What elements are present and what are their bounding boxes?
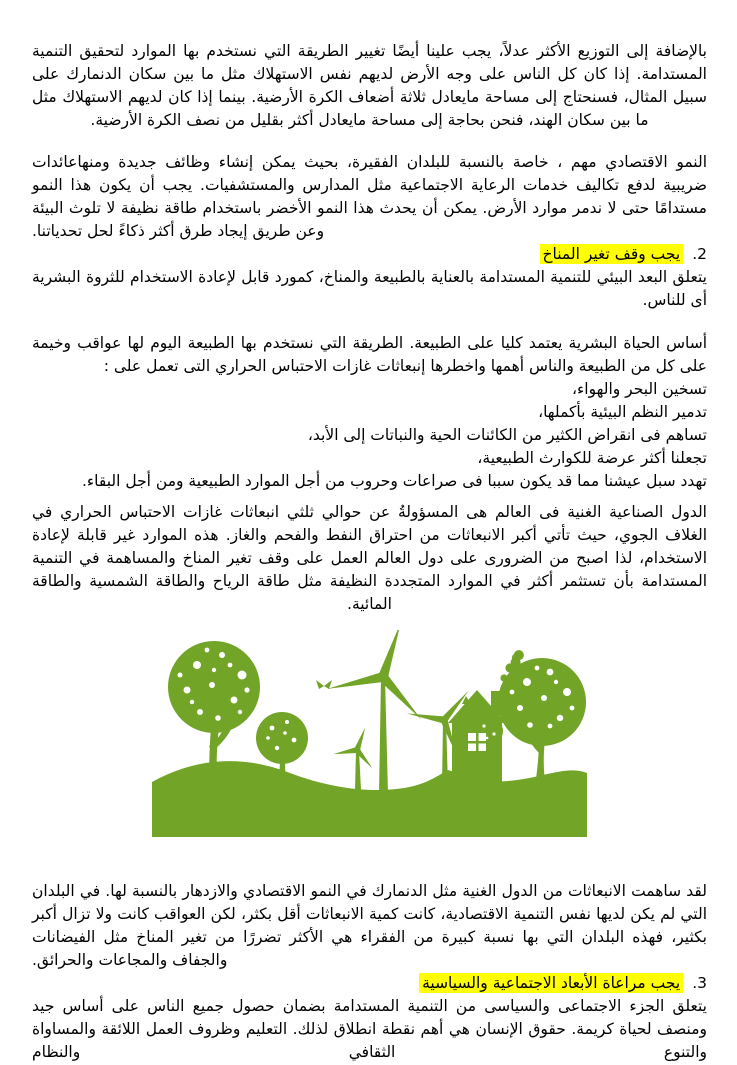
tree-trunk bbox=[278, 762, 286, 796]
butterfly-icon bbox=[324, 680, 332, 689]
section-3-heading bbox=[32, 972, 707, 995]
paragraph-industrial-countries: الدول الصناعية الغنية فى العالم هى المسؤولةُ عن حوالي ثلثي انبعاثات غازات الاحتباس الحراري في الغلاف الجوي، حيث تأتي أكبر الانبعاثات من احتراق النفط والفحم والغاز. هذه الموارد غير قابلة لإعادة الاستخدام، لذا اصبح من الضرورى على دول العالم العمل على وقف تغير المناخ والمساهمة في التنمية المستدامة بأن تستثمر أكثر في الموارد المتجددة النظيفة مثل طاقة الرياح والطاقة الشمسية والطاقة المائية. bbox=[32, 503, 707, 613]
wind-turbine-hub bbox=[441, 717, 448, 724]
impact-item-ecosystem-destruction: تدمير النظم البيئية بأكملها، bbox=[538, 403, 707, 421]
paragraph-emissions-rich-countries: لقد ساهمت الانبعاثات من الدول الغنية مثل الدنمارك في النمو الاقتصادي والازدهار بالنسبة لها. في البلدان التي لم يكن لديها نفس التنمية الاقتصادية، كانت كمية الانبعاثات أقل بكثر، لكن العواقب كانت ولا تزال أكبر بكثير، فهذه البلدان التي بها نسبة كبيرة من الفقراء هي الأكثر تضررًا من تغير المناخ مثل الفيضانات والجفاف والمجاعات والحرائق. bbox=[32, 882, 707, 969]
impact-list bbox=[32, 378, 707, 493]
paragraph-economic-growth: النمو الاقتصادي مهم ، خاصة بالنسبة للبلدان الفقيرة، بحيث يمكن إنشاء وظائف جديدة ومنهاعائدات ضريبية لدفع تكاليف خدمات الرعاية الاجتماعية مثل المدارس والمستشفيات. يجب أن يكون هذا النمو مستدامًا حتى لا ندمر موارد الأرض. يمكن أن يحدث هذا النمو الأخضر باستخدام طاقة نظيفة لا تلوث البيئة وعن طريق إيجاد طرق أكثر ذكاءً لحل تحدياتنا. bbox=[32, 153, 707, 240]
impact-item-natural-disasters: تجعلنا أكثر عرضة للكوارث الطبيعية، bbox=[477, 449, 707, 467]
impact-item-sea-air-warming: تسخين البحر والهواء، bbox=[571, 380, 707, 398]
paragraph-nature-basis: أساس الحياة البشرية يعتمد كليا على الطبيعة. الطريقة التي نستخدم بها الطبيعة اليوم لها عواقب وخيمة على كل من الطبيعة والناس أهمها واخطرها إنبعاثات غازات الاحتباس الحراري التى تعمل على : bbox=[32, 334, 707, 375]
eco-illustration bbox=[32, 630, 707, 837]
section-2-number: 2. bbox=[692, 245, 707, 263]
eco-illustration-svg bbox=[152, 630, 587, 837]
tree-foliage bbox=[498, 658, 586, 746]
wind-turbine-hub bbox=[378, 672, 388, 682]
section-2-title-highlight: يجب وقف تغير المناخ bbox=[540, 244, 684, 264]
section-3-number: 3. bbox=[692, 974, 707, 992]
impact-item-livelihood-threat: تهدد سبل عيشنا مما قد يكون سببا فى صراعات وحروب من أجل الموارد الطبيعية ومن أجل البقاء. bbox=[81, 472, 707, 490]
impact-item-extinction: تساهم فى انقراض الكثير من الكائنات الحية والنباتات إلى الأبد، bbox=[307, 426, 707, 444]
paragraph-environmental-dimension: يتعلق البعد البيئي للتنمية المستدامة بالعناية بالطبيعة والمناخ، كمورد قابل لإعادة الاستخدام للثروة البشرية أى للناس. bbox=[32, 268, 707, 309]
section-2-heading bbox=[32, 243, 707, 266]
section-3-title-highlight: يجب مراعاة الأبعاد الاجتماعية والسياسية bbox=[419, 973, 683, 993]
paragraph-resource-use: بالإضافة إلى التوزيع الأكثر عدلاً، يجب علينا أيضًا تغيير الطريقة التي نستخدم بها الموارد لتحقيق التنمية المستدامة. إذا كان كل الناس على وجه الأرض لديهم نفس الاستهلاك مثل ما بين سكان الدنمارك على سبيل المثال، فسنحتاج إلى مساحة مايعادل ثلاثة أضعاف الكرة الأرضية. بينما إذا كان لديهم الاستهلاك مثل ما بين سكان الهند، فنحن بحاجة إلى مساحة مايعادل أكثر بقليل من نصف الكرة الأرضية. bbox=[32, 42, 707, 129]
wind-turbine-hub bbox=[354, 747, 359, 752]
paragraph-social-political: يتعلق الجزء الاجتماعى والسياسى من التنمية المستدامة بضمان حصول جميع الناس على أساس جيد ومنصف لحياة كريمة. حقوق الإنسان هي أهم نقطة انطلاق لذلك. التعليم وظروف العمل اللائقة والمساواة والتنوع الثقافي والنظام bbox=[32, 997, 707, 1061]
butterfly-icon bbox=[316, 680, 324, 689]
wind-turbine-pole bbox=[379, 678, 388, 794]
tree-foliage bbox=[256, 712, 308, 764]
